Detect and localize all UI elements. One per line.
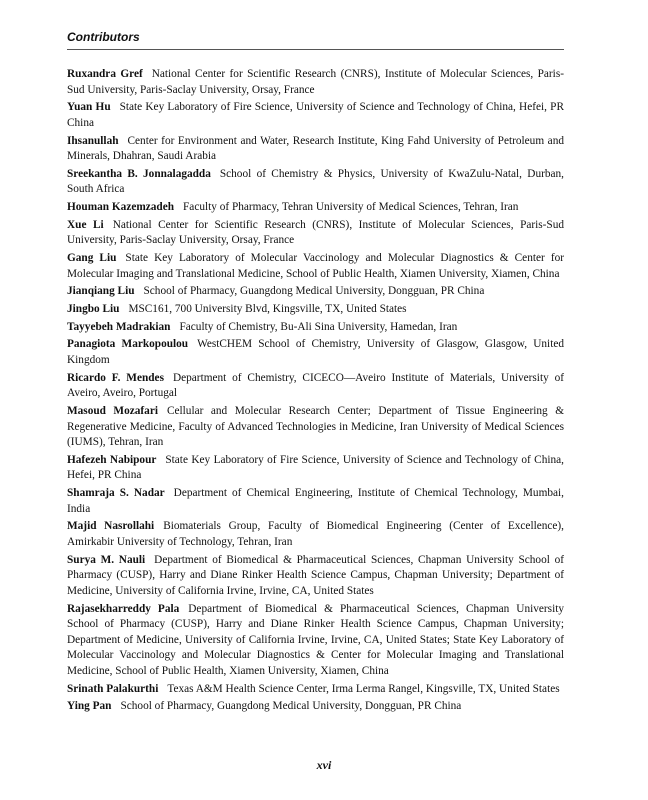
contributor-entry	[67, 200, 564, 216]
contributor-entry	[67, 320, 564, 336]
contributor-entry	[67, 602, 564, 680]
contributor-entry	[67, 218, 564, 249]
contributor-affiliation: School of Pharmacy, Guangdong Medical University, Dongguan, PR China	[120, 700, 462, 713]
contributor-affiliation: Department of Biomedical & Pharmaceutical Sciences, Chapman University School of Pharmacy (CUSP), Harry and Diane Rinker Health Science Campus, Chapman University; Department of Medicine, University of California Irvine, Irvine, CA, United States	[67, 553, 564, 597]
contributor-affiliation: Department of Chemical Engineering, Institute of Chemical Technology, Mumbai, India	[67, 487, 564, 515]
contributor-affiliation: MSC161, 700 University Blvd, Kingsville, TX, United States	[128, 303, 407, 316]
contributor-entry	[67, 167, 564, 198]
contributor-name: Masoud Mozafari	[67, 405, 158, 417]
contributor-affiliation: Center for Environment and Water, Research Institute, King Fahd University of Petroleum and Minerals, Dhahran, Saudi Arabia	[67, 134, 564, 163]
contributor-affiliation: WestCHEM School of Chemistry, University of Glasgow, Glasgow, United Kingdom	[67, 338, 564, 367]
contributor-name: Ying Pan	[67, 700, 112, 713]
contributor-name: Tayyebeh Madrakian	[67, 320, 171, 333]
contributor-name: Majid Nasrollahi	[67, 520, 155, 533]
page-header: Contributors	[67, 30, 140, 44]
contributor-name: Surya M. Nauli	[67, 553, 146, 566]
contributor-name: Jingbo Liu	[67, 303, 120, 316]
contributor-entry	[67, 519, 564, 550]
contributor-affiliation: Faculty of Chemistry, Bu-Ali Sina University, Hamedan, Iran	[179, 320, 458, 333]
contributor-affiliation: School of Pharmacy, Guangdong Medical University, Dongguan, PR China	[143, 285, 485, 298]
contributor-name: Shamraja S. Nadar	[67, 487, 165, 500]
contributor-entry	[67, 699, 564, 715]
contributor-affiliation: State Key Laboratory of Fire Science, University of Science and Technology of China, Hefei, PR China	[67, 101, 564, 129]
contributor-affiliation: State Key Laboratory of Fire Science, University of Science and Technology of China, Hefei, PR China	[67, 453, 564, 482]
contributor-name: Ihsanullah	[67, 134, 119, 147]
contributor-name: Ricardo F. Mendes	[67, 371, 164, 384]
contributor-name: Panagiota Markopoulou	[67, 338, 189, 351]
contributor-entry	[67, 486, 564, 517]
contributor-name: Yuan Hu	[67, 101, 111, 114]
contributor-affiliation: Department of Biomedical & Pharmaceutical Sciences, Chapman University School of Pharmacy (CUSP), Harry and Diane Rinker Health Science Campus, Chapman University; Department of Medicine, University of California Irvine, Irvine, CA, United States; State Key Laboratory of Molecular Vaccinology and Molecular Diagnostics & Center for Molecular Imaging and Translational Medicine, School of Public Health, Xiamen University, Xiamen, China	[67, 602, 564, 677]
contributor-name: Houman Kazemzadeh	[67, 201, 175, 214]
contributor-affiliation: Department of Chemistry, CICECO—Aveiro Institute of Materials, University of Aveiro, Aveiro, Portugal	[67, 371, 564, 400]
contributors-list	[67, 67, 564, 717]
contributor-name: Srinath Palakurthi	[67, 682, 159, 695]
contributor-entry	[67, 302, 564, 318]
contributor-entry	[67, 682, 564, 698]
contributor-name: Sreekantha B. Jonnalagadda	[67, 167, 211, 180]
header-rule	[67, 49, 564, 50]
contributor-affiliation: State Key Laboratory of Molecular Vaccinology and Molecular Diagnostics & Center for Molecular Imaging and Translational Medicine, School of Public Health, Xiamen University, Xiamen, China	[67, 252, 565, 280]
contributor-entry	[67, 134, 564, 165]
contributor-entry	[67, 337, 564, 368]
contributor-entry	[67, 553, 564, 600]
contributor-affiliation: Biomaterials Group, Faculty of Biomedical Engineering (Center of Excellence), Amirkabir University of Technology, Tehran, Iran	[67, 520, 565, 549]
contributor-affiliation: Faculty of Pharmacy, Tehran University of Medical Sciences, Tehran, Iran	[183, 201, 519, 214]
contributor-affiliation: Texas A&M Health Science Center, Irma Lerma Rangel, Kingsville, TX, United States	[167, 682, 560, 695]
contributor-name: Hafezeh Nabipour	[67, 453, 157, 466]
contributor-name: Jianqiang Liu	[67, 285, 135, 298]
contributor-name: Gang Liu	[67, 252, 117, 265]
contributor-name: Ruxandra Gref	[67, 68, 143, 80]
contributor-affiliation: National Center for Scientific Research (CNRS), Institute of Molecular Sciences, Paris-Sud University, Paris-Saclay University, Orsay, France	[67, 218, 565, 247]
contributor-entry	[67, 284, 564, 300]
contributor-entry	[67, 453, 564, 484]
contributor-entry	[67, 251, 564, 282]
contributor-entry	[67, 371, 564, 402]
contributor-entry	[67, 67, 564, 98]
contributor-affiliation: Cellular and Molecular Research Center; Department of Tissue Engineering & Regenerative Medicine, Faculty of Advanced Technologies in Medicine, Iran University of Medical Sciences (IUMS), Tehran, Iran	[67, 405, 564, 449]
contributor-entry	[67, 404, 564, 451]
page-number: xvi	[316, 758, 332, 772]
contributor-affiliation: School of Chemistry & Physics, University of KwaZulu-Natal, Durban, South Africa	[67, 167, 564, 196]
contributor-name: Xue Li	[67, 218, 104, 231]
contributor-affiliation: National Center for Scientific Research (CNRS), Institute of Molecular Sciences, Paris-Sud University, Paris-Saclay University, Orsay, France	[67, 68, 564, 96]
contributor-entry	[67, 100, 564, 131]
contributor-name: Rajasekharreddy Pala	[67, 602, 180, 615]
